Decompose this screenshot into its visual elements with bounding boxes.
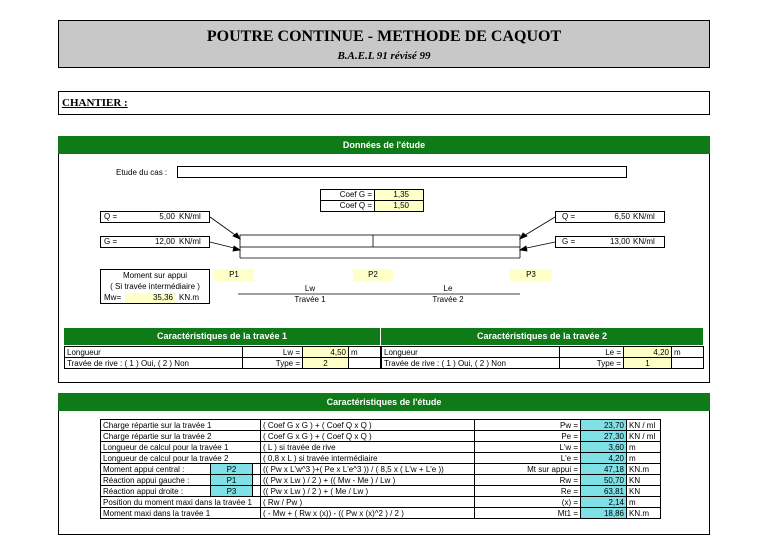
carac-desc: Moment appui central : (101, 464, 211, 475)
travee1-title: Caractéristiques de la travée 1 (64, 328, 380, 345)
carac-desc: Moment maxi dans la travée 1 (101, 508, 261, 519)
carac-row (101, 475, 661, 486)
right-q-unit: KN/ml (633, 212, 655, 221)
carac-value: 63,81 (581, 486, 627, 497)
span-le-label: Le (443, 284, 453, 293)
travee1-type-label: Type = (243, 358, 303, 369)
carac-symbol: Pw = (475, 420, 581, 431)
carac-unit: m (627, 497, 661, 508)
travee2-type-label: Type = (560, 358, 624, 369)
carac-value: 2,14 (581, 497, 627, 508)
carac-row (101, 431, 661, 442)
left-g-unit: KN/ml (179, 237, 201, 246)
carac-value: 50,70 (581, 475, 627, 486)
travee1-lw-label: Lw = (243, 347, 303, 358)
carac-support-tag: P2 (211, 464, 253, 475)
moment-appui-subtitle: ( Si travée intermédiaire ) (110, 282, 200, 291)
carac-desc: Longueur de calcul pour la travée 2 (101, 453, 261, 464)
chantier-label: CHANTIER : (62, 97, 128, 109)
carac-value: 4,20 (581, 453, 627, 464)
carac-formula: ( - Mw + ( Rw x (x)) - (( Pw x (x)^2 ) / 2 ) (261, 508, 475, 519)
left-q-value: 5,00 (159, 212, 175, 221)
carac-desc: Réaction appui gauche : (101, 475, 211, 486)
travee2-longueur-label: Longueur (382, 347, 560, 358)
carac-symbol: Pe = (475, 431, 581, 442)
carac-support-tag: P1 (211, 475, 253, 486)
carac-unit: KN / ml (627, 420, 661, 431)
travee2-le-unit: m (672, 347, 704, 358)
carac-formula: ( 0,8 x L ) si travée intermédiaire (261, 453, 475, 464)
carac-unit: KN.m (627, 464, 661, 475)
coef-g-value: 1,35 (393, 190, 409, 199)
span-travee2-label: Travée 2 (432, 295, 464, 304)
coef-q-value: 1,50 (393, 201, 409, 210)
span-travee1-label: Travée 1 (294, 295, 326, 304)
carac-unit: KN / ml (627, 431, 661, 442)
load-arrows (210, 217, 555, 251)
carac-formula: ( Rw / Pw ) (261, 497, 475, 508)
carac-value: 47,18 (581, 464, 627, 475)
carac-symbol: (x) = (475, 497, 581, 508)
beam (240, 235, 520, 258)
carac-row (101, 464, 661, 475)
page-subtitle: B.A.E.L 91 révisé 99 (337, 50, 431, 62)
right-g-label: G = (562, 237, 576, 246)
carac-symbol: Mt sur appui = (475, 464, 581, 475)
page-title: POUTRE CONTINUE - METHODE DE CAQUOT (206, 28, 562, 45)
carac-row (101, 453, 661, 464)
support-p2-label: P2 (368, 270, 378, 279)
carac-formula: ( Coef G x G ) + ( Coef Q x Q ) (261, 420, 475, 431)
travee1-type-blank (349, 358, 381, 369)
carac-row (101, 486, 661, 497)
travee1-row-type (65, 358, 381, 369)
travee1-longueur-label: Longueur (65, 347, 243, 358)
travee2-title: Caractéristiques de la travée 2 (381, 328, 703, 345)
travee1-type-value[interactable]: 2 (303, 358, 349, 369)
travee2-row-type (382, 358, 704, 369)
carac-value: 27,30 (581, 431, 627, 442)
travee1-lw-unit: m (349, 347, 381, 358)
travee2-le-label: Le = (560, 347, 624, 358)
carac-formula: (( Pw x L'w^3 )+( Pe x L'e^3 )) / ( 8,5 x ( L'w + L'e )) (261, 464, 475, 475)
carac-symbol: L'e = (475, 453, 581, 464)
carac-desc: Réaction appui droite : (101, 486, 211, 497)
coef-q-label: Coef Q = (339, 201, 372, 210)
travee2-le-value[interactable]: 4,20 (624, 347, 672, 358)
carac-symbol: L'w = (475, 442, 581, 453)
carac-formula: (( Pw x Lw ) / 2 ) + ( Me / Lw ) (261, 486, 475, 497)
moment-appui-title: Moment sur appui (122, 271, 188, 280)
travee2-row-longueur (382, 347, 704, 358)
travee1-rive-label: Travée de rive : ( 1 ) Oui, ( 2 ) Non (65, 358, 243, 369)
carac-value: 3,60 (581, 442, 627, 453)
carac-unit: KN (627, 475, 661, 486)
etude-label: Etude du cas : (116, 168, 168, 177)
carac-desc: Position du moment maxi dans la travée 1 (101, 497, 261, 508)
carac-spacer (253, 464, 261, 475)
carac-unit: m (627, 442, 661, 453)
carac-formula: ( Coef G x G ) + ( Coef Q x Q ) (261, 431, 475, 442)
mw-value: 35,36 (152, 293, 173, 302)
carac-symbol: Rw = (475, 475, 581, 486)
travee2-table (381, 346, 704, 369)
carac-desc: Charge répartie sur la travée 1 (101, 420, 261, 431)
travee2-rive-label: Travée de rive : ( 1 ) Oui, ( 2 ) Non (382, 358, 560, 369)
right-g-unit: KN/ml (633, 237, 655, 246)
span-lw-label: Lw (304, 284, 316, 293)
caracteristiques-table (100, 419, 661, 519)
carac-formula: ( L ) si travée de rive (261, 442, 475, 453)
carac-value: 23,70 (581, 420, 627, 431)
carac-row (101, 508, 661, 519)
right-q-value: 6,50 (614, 212, 630, 221)
donnees-title: Données de l'étude (58, 136, 710, 154)
carac-unit: m (627, 453, 661, 464)
travee2-type-blank (672, 358, 704, 369)
left-g-label: G = (104, 237, 118, 246)
carac-spacer (253, 486, 261, 497)
carac-symbol: Re = (475, 486, 581, 497)
right-q-label: Q = (562, 212, 576, 221)
carac-symbol: Mt1 = (475, 508, 581, 519)
support-p3-label: P3 (526, 270, 536, 279)
carac-row (101, 497, 661, 508)
coef-g-label: Coef G = (339, 190, 372, 199)
mw-unit: KN.m (179, 293, 199, 302)
carac-formula: (( Pw x Lw ) / 2 ) + (( Mw - Me ) / Lw ) (261, 475, 475, 486)
travee2-type-value[interactable]: 1 (624, 358, 672, 369)
carac-unit: KN.m (627, 508, 661, 519)
carac-value: 18,86 (581, 508, 627, 519)
carac-spacer (253, 475, 261, 486)
carac-support-tag: P3 (211, 486, 253, 497)
left-q-unit: KN/ml (179, 212, 201, 221)
carac-unit: KN (627, 486, 661, 497)
travee1-table (64, 346, 381, 369)
support-p1-label: P1 (229, 270, 239, 279)
right-g-value: 13,00 (609, 237, 630, 246)
caracteristiques-title: Caractéristiques de l'étude (58, 393, 710, 411)
travee1-lw-value[interactable]: 4,50 (303, 347, 349, 358)
mw-label: Mw= (104, 293, 122, 302)
travee1-row-longueur (65, 347, 381, 358)
carac-row (101, 442, 661, 453)
carac-desc: Charge répartie sur la travée 2 (101, 431, 261, 442)
carac-row (101, 420, 661, 431)
left-q-label: Q = (104, 212, 118, 221)
left-g-value: 12,00 (154, 237, 175, 246)
carac-desc: Longueur de calcul pour la travée 1 (101, 442, 261, 453)
